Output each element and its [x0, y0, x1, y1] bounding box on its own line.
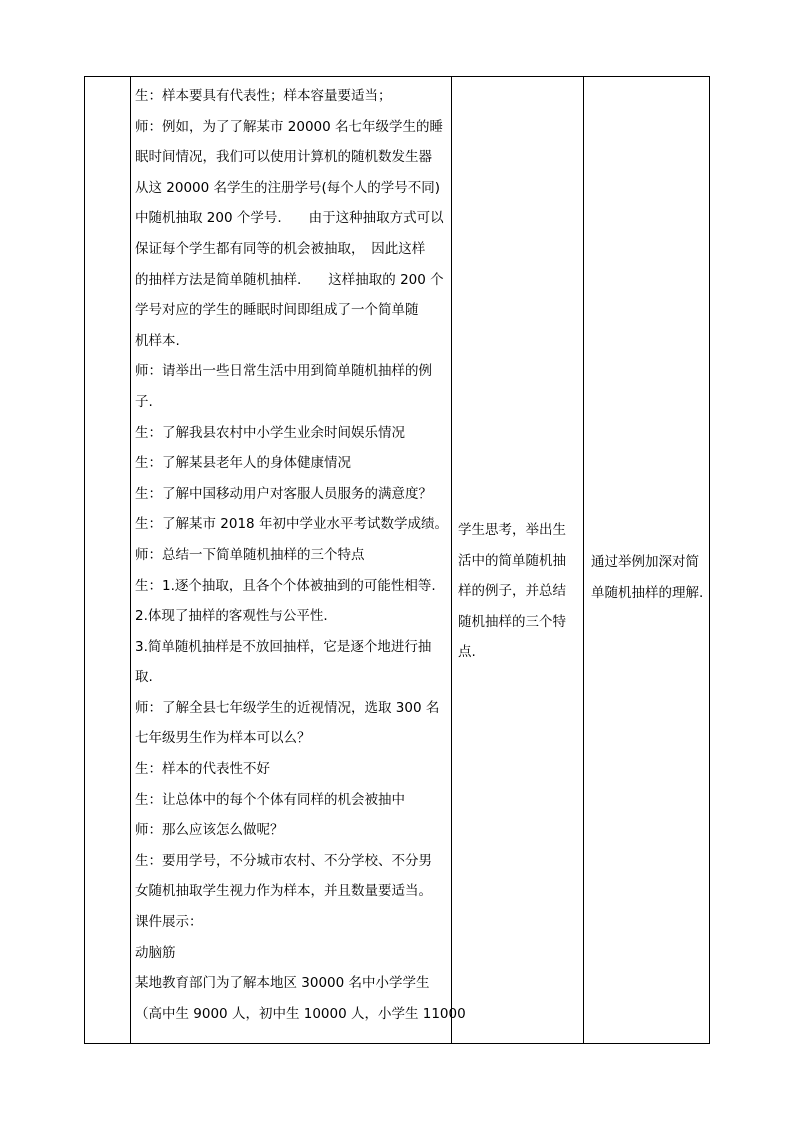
- dialogue-line: 生：了解中国移动用户对客服人员服务的满意度？: [135, 485, 432, 502]
- activity-line: 点.: [458, 644, 476, 661]
- dialogue-line: 取.: [135, 669, 153, 686]
- dialogue-line: 3.简单随机抽样是不放回抽样，它是逐个地进行抽: [135, 638, 432, 655]
- column-divider: [130, 77, 131, 1043]
- dialogue-line: （高中生 9000 人，初中生 10000 人，小学生 11000: [135, 1005, 466, 1022]
- activity-line: 活中的简单随机抽: [458, 552, 566, 569]
- dialogue-line: 生：了解某市 2018 年初中学业水平考试数学成绩。: [135, 516, 448, 533]
- dialogue-line: 生：了解我县农村中小学生业余时间娱乐情况: [135, 424, 405, 441]
- intent-line: 通过举例加深对简: [591, 554, 699, 570]
- intent-line: 单随机抽样的理解.: [591, 584, 704, 601]
- dialogue-line: 师：那么应该怎么做呢？: [135, 822, 284, 839]
- dialogue-line: 学号对应的学生的睡眠时间即组成了一个简单随: [135, 302, 419, 319]
- dialogue-line: 生：了解某县老年人的身体健康情况: [135, 455, 351, 472]
- dialogue-line: 师：了解全县七年级学生的近视情况，选取 300 名: [135, 699, 440, 716]
- design-intent-cell: [591, 547, 709, 608]
- dialogue-line: 生：让总体中的每个个体有同样的机会被抽中: [135, 791, 405, 808]
- dialogue-line: 眠时间情况，我们可以使用计算机的随机数发生器: [135, 149, 432, 166]
- dialogue-line: 机样本.: [135, 332, 180, 349]
- student-activity-cell: [458, 515, 580, 668]
- dialogue-line: 中随机抽取 200 个学号. 由于这种抽取方式可以: [135, 210, 444, 227]
- dialogue-line: 生：样本的代表性不好: [135, 761, 270, 778]
- dialogue-line: 课件展示：: [135, 914, 203, 931]
- dialogue-line: 的抽样方法是简单随机抽样. 这样抽取的 200 个: [135, 271, 444, 288]
- dialogue-line: 师：请举出一些日常生活中用到简单随机抽样的例: [135, 363, 432, 380]
- dialogue-line: 子.: [135, 393, 153, 410]
- activity-line: 样的例子，并总结: [458, 583, 566, 600]
- dialogue-line: 从这 20000 名学生的注册学号(每个人的学号不同): [135, 179, 441, 196]
- column-divider: [583, 77, 584, 1043]
- dialogue-line: 2.体现了抽样的客观性与公平性.: [135, 608, 328, 625]
- dialogue-line: 生：1.逐个抽取，且各个个体被抽到的可能性相等.: [135, 577, 436, 594]
- dialogue-line: 师：总结一下简单随机抽样的三个特点: [135, 546, 365, 563]
- dialogue-line: 七年级男生作为样本可以么？: [135, 730, 311, 747]
- dialogue-line: 保证每个学生都有同等的机会被抽取， 因此这样: [135, 240, 426, 257]
- dialogue-line: 某地教育部门为了解本地区 30000 名中小学学生: [135, 975, 430, 992]
- teaching-process-cell: [135, 81, 466, 1029]
- dialogue-line: 生：样本要具有代表性；样本容量要适当；: [135, 88, 392, 104]
- activity-line: 学生思考，举出生: [458, 522, 566, 538]
- activity-line: 随机抽样的三个特: [458, 613, 566, 630]
- dialogue-line: 女随机抽取学生视力作为样本，并且数量要适当。: [135, 883, 432, 900]
- dialogue-line: 动脑筋: [135, 944, 176, 961]
- lesson-table: [84, 76, 710, 1044]
- dialogue-line: 生：要用学号，不分城市农村、不分学校、不分男: [135, 852, 432, 869]
- dialogue-line: 师：例如，为了了解某市 20000 名七年级学生的睡: [135, 118, 444, 135]
